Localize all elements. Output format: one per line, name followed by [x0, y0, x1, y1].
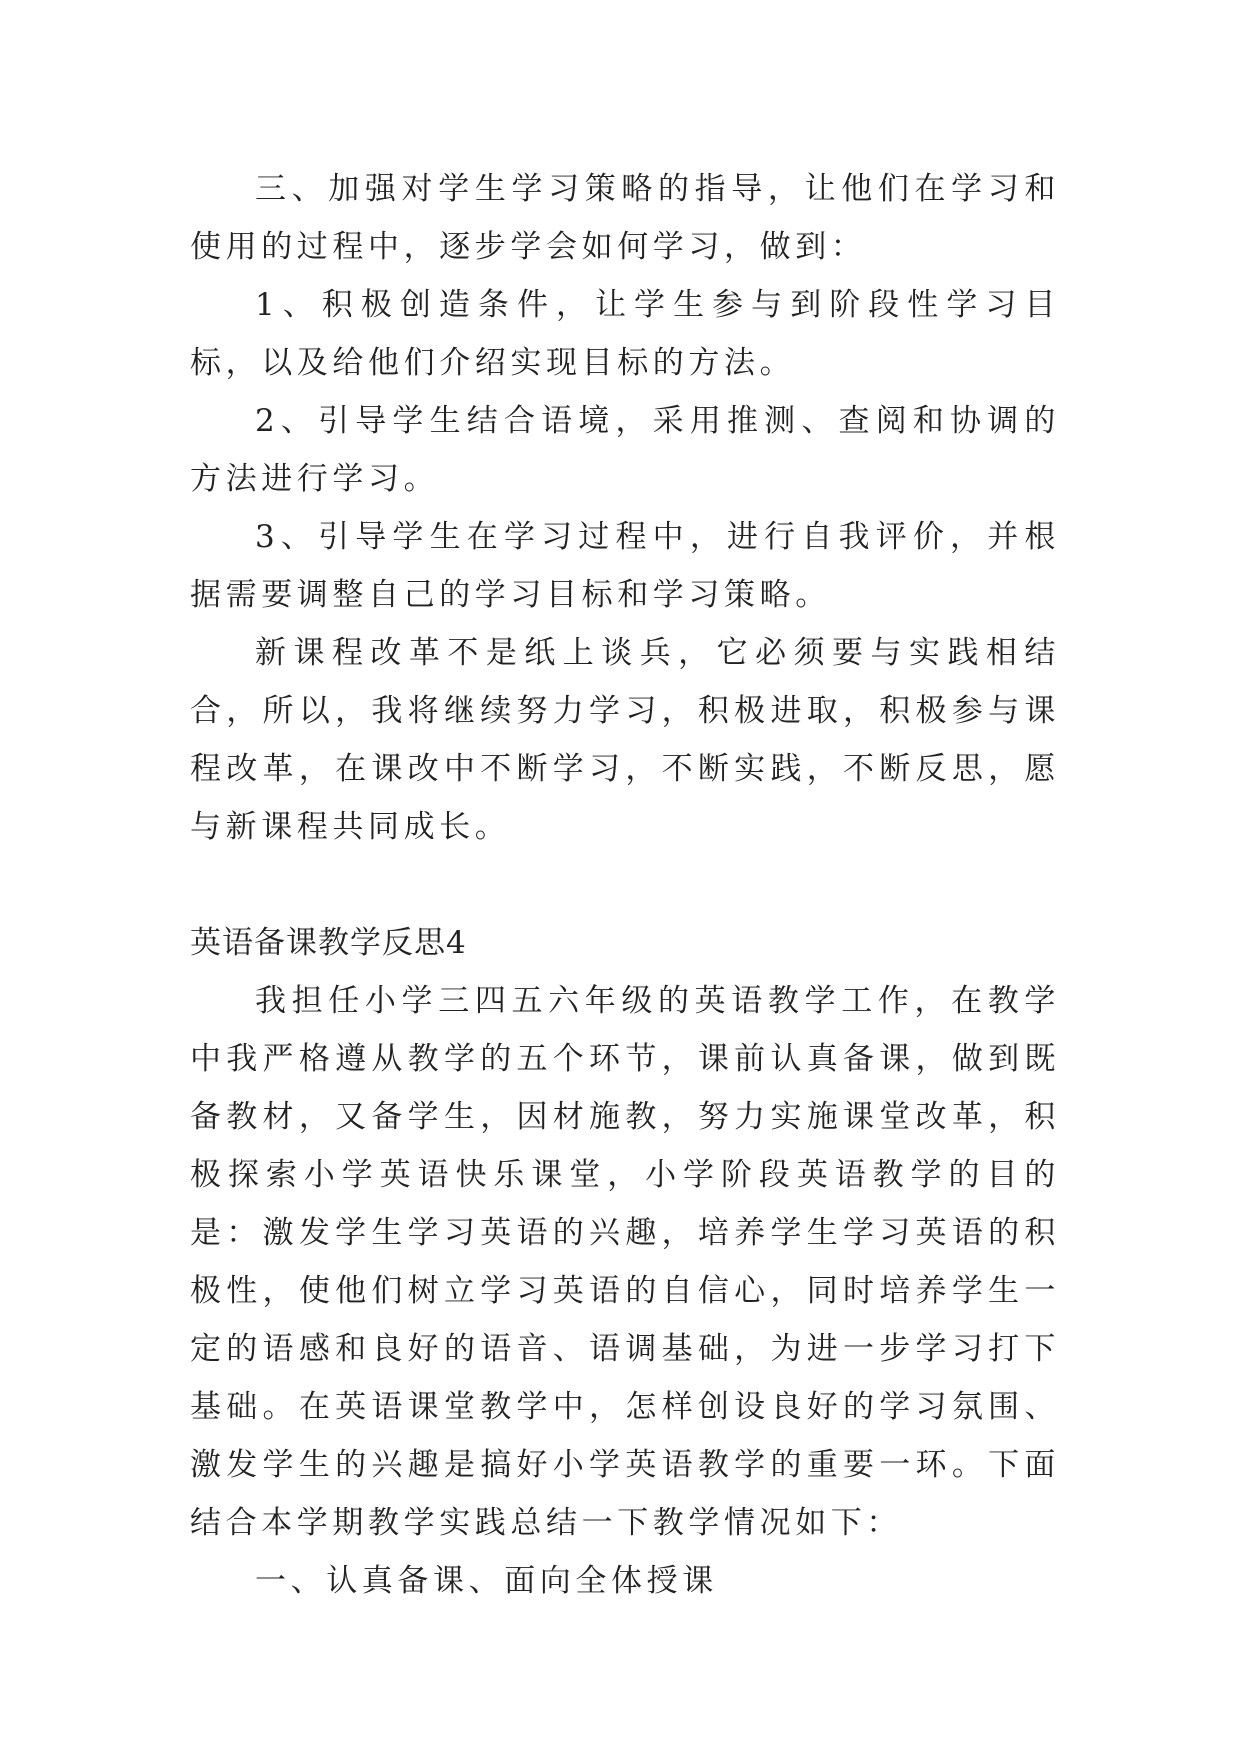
paragraph-point-1: 1、积极创造条件，让学生参与到阶段性学习目标，以及给他们介绍实现目标的方法。: [190, 287, 1060, 381]
paragraph-strategy-guidance: 三、加强对学生学习策略的指导，让他们在学习和使用的过程中，逐步学会如何学习，做到：: [190, 171, 1060, 265]
paragraph-subheading-1: 一、认真备课、面向全体授课: [255, 1563, 718, 1599]
paragraph-intro: 我担任小学三四五六年级的英语教学工作，在教学中我严格遵从教学的五个环节，课前认真备课，做到既备教材，又备学生，因材施教，努力实施课堂改革，积极探索小学英语快乐课堂，小学阶段英语教学的目的是：激发学生学习英语的兴趣，培养学生学习英语的积极性，使他们树立学习英语的自信心，同时培养学生一定的语感和良好的语音、语调基础，为进一步学习打下基础。在英语课堂教学中，怎样创设良好的学习氛围、激发学生的兴趣是搞好小学英语教学的重要一环。下面结合本学期教学实践总结一下教学情况如下：: [190, 983, 1060, 1541]
paragraph-conclusion: 新课程改革不是纸上谈兵，它必须要与实践相结合，所以，我将继续努力学习，积极进取，积极参与课程改革，在课改中不断学习，不断实践，不断反思，愿与新课程共同成长。: [190, 635, 1060, 845]
document-body: [190, 160, 1060, 1610]
section-heading: 英语备课教学反思4: [190, 925, 467, 961]
paragraph-point-2: 2、引导学生结合语境，采用推测、查阅和协调的方法进行学习。: [190, 403, 1060, 497]
paragraph-point-3: 3、引导学生在学习过程中，进行自我评价，并根据需要调整自己的学习目标和学习策略。: [190, 519, 1060, 613]
